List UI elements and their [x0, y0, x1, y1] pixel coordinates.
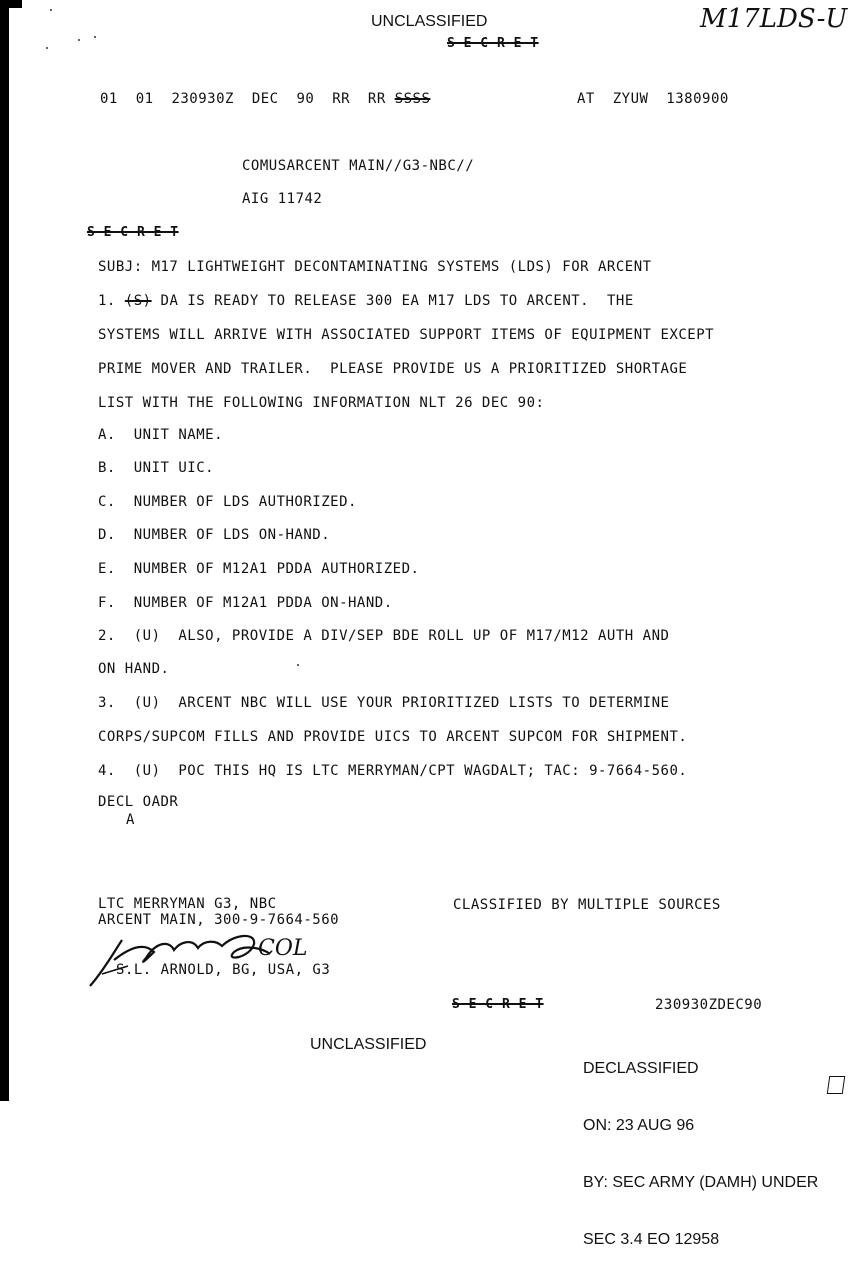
list-item-text: UNIT UIC.: [133, 460, 215, 476]
originator-line-1: LTC MERRYMAN G3, NBC: [98, 896, 277, 912]
handwritten-col: COL: [258, 936, 308, 961]
para-1-line-3: PRIME MOVER AND TRAILER. PLEASE PROVIDE US A PRIORITIZED SHORTAGE: [98, 361, 688, 377]
routing-num: 1380900: [666, 91, 729, 107]
signature-block: S.L. ARNOLD, BG, USA, G3: [116, 962, 331, 978]
routing-f1: 01: [100, 91, 118, 107]
classified-by: CLASSIFIED BY MULTIPLE SOURCES: [453, 897, 721, 913]
routing-dtg: 230930Z: [171, 91, 234, 107]
list-item-text: NUMBER OF M12A1 PDDA AUTHORIZED.: [133, 561, 420, 577]
scan-speck: [46, 47, 48, 49]
para-3-line-1: 3. (U) ARCENT NBC WILL USE YOUR PRIORITIZED LISTS TO DETERMINE: [98, 695, 670, 711]
list-item: [98, 494, 357, 510]
handwritten-doc-id: M17LDS-U: [700, 4, 848, 34]
para-1-line-1: [98, 293, 634, 309]
addressee-to: COMUSARCENT MAIN//G3-NBC//: [242, 158, 475, 174]
para-4: 4. (U) POC THIS HQ IS LTC MERRYMAN/CPT WAGDALT; TAC: 9-7664-560.: [98, 763, 688, 779]
para-1-line-2: SYSTEMS WILL ARRIVE WITH ASSOCIATED SUPPORT ITEMS OF EQUIPMENT EXCEPT: [98, 327, 715, 343]
classification-bottom: UNCLASSIFIED: [310, 1036, 427, 1053]
signature-scribble: [84, 930, 364, 990]
scan-speck: [78, 39, 80, 41]
list-item-letter: C.: [98, 494, 116, 510]
list-item: [98, 427, 223, 443]
secret-marking-body: S E C R E T: [87, 225, 179, 240]
para-2-line-2: ON HAND.: [98, 661, 170, 677]
scan-edge-bar: [0, 0, 9, 1101]
list-item-text: NUMBER OF LDS ON-HAND.: [133, 527, 331, 543]
list-item-letter: D.: [98, 527, 116, 543]
addressee-aig: AIG 11742: [242, 191, 323, 207]
routing-f2: 01: [135, 91, 154, 107]
para-1-line-4: LIST WITH THE FOLLOWING INFORMATION NLT 26 DEC 90:: [98, 395, 545, 411]
para-2-line-1: 2. (U) ALSO, PROVIDE A DIV/SEP BDE ROLL UP OF M17/M12 AUTH AND: [98, 628, 670, 644]
scan-speck: [94, 36, 96, 38]
routing-month: DEC: [251, 91, 279, 107]
secret-marking-top: S E C R E T: [447, 36, 539, 51]
secret-marking-bottom: S E C R E T: [452, 997, 544, 1012]
routing-year: 90: [296, 91, 315, 107]
routing-right: [577, 91, 729, 107]
list-item-text: UNIT NAME.: [133, 427, 224, 443]
list-item: [98, 595, 393, 611]
list-item-letter: B.: [98, 460, 116, 476]
list-item-letter: E.: [98, 561, 116, 577]
para-1-number: 1.: [98, 293, 116, 309]
corner-box-mark: [827, 1076, 846, 1094]
declassify-handwritten-a: A: [126, 812, 135, 828]
routing-struck: SSSS: [394, 91, 431, 107]
declass-line-1: DECLASSIFIED: [583, 1060, 699, 1077]
para-1-classification: (S): [124, 293, 152, 309]
declass-line-2: ON: 23 AUG 96: [583, 1117, 695, 1134]
scan-speck: [297, 664, 299, 666]
list-item-text: NUMBER OF LDS AUTHORIZED.: [133, 494, 357, 510]
list-item-letter: F.: [98, 595, 116, 611]
routing-at: AT: [577, 91, 595, 107]
subject-line: SUBJ: M17 LIGHTWEIGHT DECONTAMINATING SYSTEMS (LDS) FOR ARCENT: [98, 259, 652, 275]
routing-rr2: RR: [367, 91, 386, 107]
routing-zyuw: ZYUW: [612, 91, 649, 107]
classification-top: UNCLASSIFIED: [371, 13, 488, 30]
declass-line-3: BY: SEC ARMY (DAMH) UNDER: [583, 1174, 819, 1191]
declassify-on: DECL OADR: [98, 794, 179, 810]
declassification-stamp: [583, 1021, 818, 1268]
routing-rr1: RR: [332, 91, 351, 107]
routing-line: [100, 91, 430, 107]
list-item: [98, 460, 214, 476]
scan-edge-tab: [0, 0, 22, 8]
list-item: [98, 561, 419, 577]
para-1-text: DA IS READY TO RELEASE 300 EA M17 LDS TO ARCENT. THE: [160, 293, 634, 309]
list-item-text: NUMBER OF M12A1 PDDA ON-HAND.: [133, 595, 393, 611]
list-item-letter: A.: [98, 427, 116, 443]
scan-speck: [50, 9, 52, 11]
dtg-bottom: 230930ZDEC90: [655, 997, 763, 1013]
originator-line-2: ARCENT MAIN, 300-9-7664-560: [98, 912, 340, 928]
para-3-line-2: CORPS/SUPCOM FILLS AND PROVIDE UICS TO ARCENT SUPCOM FOR SHIPMENT.: [98, 729, 688, 745]
list-item: [98, 527, 330, 543]
declass-line-4: SEC 3.4 EO 12958: [583, 1231, 720, 1248]
